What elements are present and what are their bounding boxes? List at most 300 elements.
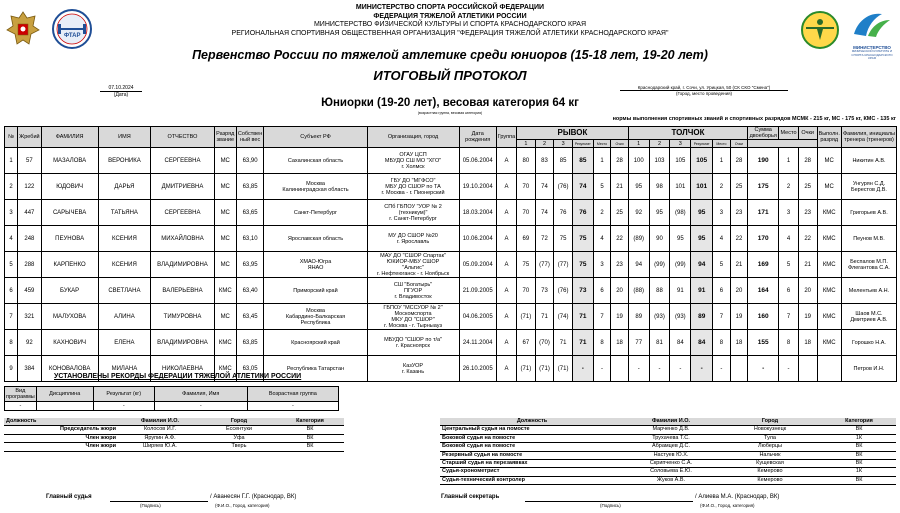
coach-cell: Никитин А.В. <box>841 148 896 174</box>
judge-position: Член жюри <box>4 434 118 442</box>
col-tplace: Место <box>779 127 799 140</box>
snatch-attempt-1: 75 <box>517 252 536 278</box>
judge-category: ВК <box>822 460 896 468</box>
group-cell: А <box>496 304 516 330</box>
patronymic-cell: СЕРГЕЕВНА <box>151 148 215 174</box>
judge-name: Абрамцев Д.С. <box>624 443 718 451</box>
rank-cell: КМС <box>214 278 236 304</box>
rank-achieved-cell: КМС <box>817 252 841 278</box>
col-rank-done: Выполн. разряд <box>817 127 841 148</box>
snatch-attempt-2: 74 <box>535 200 554 226</box>
total-points: 25 <box>798 174 817 200</box>
bodyweight-cell: 63,40 <box>236 278 264 304</box>
ftar-label: ФТАР <box>64 33 81 39</box>
judge-city: Тверь <box>202 443 276 451</box>
cj-attempt-3: 95 <box>670 226 691 252</box>
snatch-attempt-1: (71) <box>517 304 536 330</box>
total-points: 21 <box>798 252 817 278</box>
cj-attempt-2: - <box>649 356 670 382</box>
organization-cell: МАУ ДО "СШОР Спартак" ЮКИОР-МБУ СШОР "Альтис" г. Нефтеюганск - г. Ноябрьск <box>367 252 459 278</box>
rec-col-age: Возрастная группа <box>247 387 338 402</box>
snatch-place: - <box>593 356 611 382</box>
dob-cell: 10.06.2004 <box>459 226 496 252</box>
judge-position: Боковой судья на помосте <box>440 443 624 451</box>
athlete-number: 6 <box>5 278 18 304</box>
rank-cell: КМС <box>214 356 236 382</box>
cj-attempt-2: 98 <box>649 174 670 200</box>
total-cell: 190 <box>748 148 779 174</box>
snatch-result: 71 <box>572 330 593 356</box>
name-cell: СВЕТЛАНА <box>98 278 151 304</box>
judge-position: Боковой судья на помосте <box>440 434 624 442</box>
col-c3: 3 <box>670 140 691 148</box>
snatch-attempt-2: 71 <box>535 304 554 330</box>
cj-attempt-1: 92 <box>628 200 649 226</box>
total-place: - <box>779 356 799 382</box>
col-patronymic: ОТЧЕСТВО <box>151 127 215 148</box>
col-splace: Место <box>593 140 611 148</box>
chief-judge-sign-line <box>110 501 208 502</box>
col-sresult: Результат <box>572 140 593 148</box>
col-spoints: Очки <box>611 140 629 148</box>
snatch-result: 75 <box>572 252 593 278</box>
cj-attempt-3: 105 <box>670 148 691 174</box>
cj-attempt-1: 100 <box>628 148 649 174</box>
patronymic-cell: ВАЛЕРЬЕВНА <box>151 278 215 304</box>
col-cresult: Результат <box>691 140 713 148</box>
rank-cell: МС <box>214 226 236 252</box>
region-cell: Москва Кабардино-Балкарская Республика <box>264 304 367 330</box>
group-cell: А <box>496 174 516 200</box>
table-row <box>5 148 897 174</box>
patronymic-cell: ДМИТРИЕВНА <box>151 174 215 200</box>
judge-name: Марченко Д.В. <box>624 426 718 434</box>
snatch-points: 25 <box>611 200 629 226</box>
cj-points: 18 <box>730 330 748 356</box>
rank-achieved-cell <box>817 356 841 382</box>
chief-secretary-sign-line <box>525 501 693 502</box>
cj-attempt-1: 95 <box>628 174 649 200</box>
coach-cell: Горошко Н.А. <box>841 330 896 356</box>
jury-row <box>440 468 896 476</box>
bodyweight-cell: 63,95 <box>236 252 264 278</box>
lot-cell: 92 <box>18 330 41 356</box>
col-s3: 3 <box>554 140 573 148</box>
rec-cell: - <box>154 402 247 411</box>
rank-cell: МС <box>214 304 236 330</box>
col-c1: 1 <box>628 140 649 148</box>
organization-cell: МУ ДО СШОР №20 г. Ярославль <box>367 226 459 252</box>
snatch-result: 74 <box>572 174 593 200</box>
rank-achieved-cell: КМС <box>817 278 841 304</box>
rec-cell: - <box>93 402 154 411</box>
protocol-title: ИТОГОВЫЙ ПРОТОКОЛ <box>373 68 527 83</box>
jury-row <box>440 476 896 484</box>
cj-place: 3 <box>713 200 731 226</box>
region-cell: ХМАО-Югра ЯНАО <box>264 252 367 278</box>
judge-position: Судья-хронометрист <box>440 468 624 476</box>
snatch-attempt-2: 74 <box>535 174 554 200</box>
norms-line: нормы выполнения спортивных званий и спортивных разрядов МСМК - 215 кг, МС - 175 кг, КМС - 135 кг <box>612 116 896 122</box>
jury-col-name: Фамилия И.О. <box>118 418 202 426</box>
patronymic-cell: ВЛАДИМИРОВНА <box>151 330 215 356</box>
total-place: 7 <box>779 304 799 330</box>
judge-position: Член жюри <box>4 443 118 451</box>
snatch-result: 71 <box>572 304 593 330</box>
cj-place: 5 <box>713 252 731 278</box>
coach-cell: Григорьев А.В. <box>841 200 896 226</box>
judge-name: Жуков А.В. <box>624 476 718 484</box>
cj-attempt-1: 77 <box>628 330 649 356</box>
jury-table <box>4 418 344 452</box>
judge-position: Судья-технический контролер <box>440 476 624 484</box>
coach-cell: Шаов М.С. Дмитриев А.В. <box>841 304 896 330</box>
athlete-number: 5 <box>5 252 18 278</box>
cj-attempt-1: 94 <box>628 252 649 278</box>
cj-place: 4 <box>713 226 731 252</box>
snatch-points: 28 <box>611 148 629 174</box>
cj-attempt-1: (88) <box>628 278 649 304</box>
total-place: 5 <box>779 252 799 278</box>
patronymic-cell: ВЛАДИМИРОВНА <box>151 252 215 278</box>
lot-cell: 459 <box>18 278 41 304</box>
snatch-place: 2 <box>593 200 611 226</box>
cj-points: 25 <box>730 174 748 200</box>
rank-achieved-cell: КМС <box>817 330 841 356</box>
rec-col-type: Вид программы <box>6 388 35 400</box>
cj-attempt-2: 95 <box>649 200 670 226</box>
name-cell: ТАТЬЯНА <box>98 200 151 226</box>
name-cell: КСЕНИЯ <box>98 252 151 278</box>
group-cell: А <box>496 226 516 252</box>
total-points: 19 <box>798 304 817 330</box>
judges-col-category: Категория <box>822 418 896 426</box>
rank-cell: КМС <box>214 330 236 356</box>
snatch-attempt-2: (70) <box>535 330 554 356</box>
dob-cell: 05.06.2004 <box>459 148 496 174</box>
snatch-place: 8 <box>593 330 611 356</box>
col-snatch: РЫВОК <box>517 127 629 140</box>
region-cell: Санкт-Петербург <box>264 200 367 226</box>
organization-cell: ГБУ ДО "МГФСО" МБУ ДО СШОР по ТА г. Москва - г. Пионерский <box>367 174 459 200</box>
jury-col-position: Должность <box>4 418 118 426</box>
judge-category: 1К <box>822 434 896 442</box>
cj-place: - <box>713 356 731 382</box>
cj-attempt-3: 84 <box>670 330 691 356</box>
total-place: 1 <box>779 148 799 174</box>
rec-col-result: Результат (кг) <box>93 387 154 402</box>
snatch-place: 3 <box>593 252 611 278</box>
ministry-logo-sublabel: ФИЗИЧЕСКОЙ КУЛЬТУРЫ И СПОРТА КРАСНОДАРСКОГО КРАЯ <box>851 49 893 60</box>
group-cell: А <box>496 148 516 174</box>
table-row <box>5 226 897 252</box>
total-place: 2 <box>779 174 799 200</box>
jury-row <box>4 426 344 434</box>
judges-table <box>440 418 896 485</box>
total-place: 8 <box>779 330 799 356</box>
rank-achieved-cell: КМС <box>817 226 841 252</box>
cj-place: 8 <box>713 330 731 356</box>
group-cell: А <box>496 356 516 382</box>
rank-cell: МС <box>214 252 236 278</box>
snatch-result: - <box>572 356 593 382</box>
judge-category: ВК <box>276 434 344 442</box>
lot-cell: 122 <box>18 174 41 200</box>
chief-judge-label: Главный судья <box>46 494 92 500</box>
rec-cell: - <box>247 402 338 411</box>
region-cell: Ярославская область <box>264 226 367 252</box>
patronymic-cell: НИКОЛАЕВНА <box>151 356 215 382</box>
snatch-place: 1 <box>593 148 611 174</box>
coach-cell: Мелентьев А.Н. <box>841 278 896 304</box>
lot-cell: 321 <box>18 304 41 330</box>
snatch-attempt-1: 80 <box>517 148 536 174</box>
col-cplace: Место <box>713 140 731 148</box>
snatch-result: 76 <box>572 200 593 226</box>
championship-title: Первенство России по тяжелой атлетике среди юниоров (15-18 лет, 19-20 лет) <box>192 48 708 62</box>
dob-cell: 05.09.2004 <box>459 252 496 278</box>
snatch-attempt-2: 73 <box>535 278 554 304</box>
total-cell: 170 <box>748 226 779 252</box>
surname-cell: КАРПЕНКО <box>41 252 98 278</box>
dob-cell: 24.11.2004 <box>459 330 496 356</box>
group-cell: А <box>496 278 516 304</box>
cj-place: 2 <box>713 174 731 200</box>
snatch-attempt-1: 70 <box>517 278 536 304</box>
judge-name: Настуев Ю.Х. <box>624 451 718 459</box>
judge-category: ВК <box>276 426 344 434</box>
rec-cell: - <box>5 402 37 411</box>
table-row <box>5 304 897 330</box>
judge-name: Ширяев Ю.А. <box>118 443 202 451</box>
snatch-points: 21 <box>611 174 629 200</box>
rec-cell <box>36 402 93 411</box>
total-points: 20 <box>798 278 817 304</box>
lot-cell: 57 <box>18 148 41 174</box>
surname-cell: БУКАР <box>41 278 98 304</box>
judges-col-position: Должность <box>440 418 624 426</box>
snatch-attempt-1: (71) <box>517 356 536 382</box>
table-row <box>5 278 897 304</box>
organization-cell: ГБПОУ "МССУОР № 2" Москомспорта МКУ ДО "СШОР" г. Москва - г. Тырныауз <box>367 304 459 330</box>
table-row <box>5 330 897 356</box>
dob-cell: 04.06.2005 <box>459 304 496 330</box>
judge-category: ВК <box>276 443 344 451</box>
judge-city: Люберцы <box>718 443 822 451</box>
judge-name: Колосов И.Г. <box>118 426 202 434</box>
bodyweight-cell: 63,90 <box>236 148 264 174</box>
judge-city: Новокузнецк <box>718 426 822 434</box>
surname-cell: ПЕУНОВА <box>41 226 98 252</box>
jury-row <box>440 460 896 468</box>
rank-achieved-cell: КМС <box>817 200 841 226</box>
organization-cell: ОГАУ ЦСП МБУДО СШ МО "ХГО" г. Холмск <box>367 148 459 174</box>
surname-cell: МАЗАЛОВА <box>41 148 98 174</box>
cj-place: 6 <box>713 278 731 304</box>
cj-points: 28 <box>730 148 748 174</box>
records-table <box>4 386 339 411</box>
judge-city: Кемерово <box>718 476 822 484</box>
judge-category: ВК <box>822 426 896 434</box>
athlete-number: 4 <box>5 226 18 252</box>
snatch-attempt-1: 70 <box>517 174 536 200</box>
category-label: (возрастная группа, весовая категория) <box>417 111 483 115</box>
name-cell: ВЕРОНИКА <box>98 148 151 174</box>
patronymic-cell: ТИМУРОВНА <box>151 304 215 330</box>
cj-attempt-3: (98) <box>670 200 691 226</box>
col-region: Субъект РФ <box>264 127 367 148</box>
col-surname: ФАМИЛИЯ <box>41 127 98 148</box>
snatch-attempt-3: (76) <box>554 174 573 200</box>
patronymic-cell: СЕРГЕЕВНА <box>151 200 215 226</box>
judge-category: ВК <box>822 443 896 451</box>
date-label: (Дата) <box>100 91 142 98</box>
bodyweight-cell: 63,45 <box>236 304 264 330</box>
chief-secretary-name: / Алиева М.А. (Краснодар, ВК) <box>695 494 780 500</box>
cj-result: 101 <box>691 174 713 200</box>
name-cell: ДАРЬЯ <box>98 174 151 200</box>
place-block <box>620 85 788 96</box>
lot-cell: 248 <box>18 226 41 252</box>
col-lot: Жребий <box>18 127 41 148</box>
total-points: 23 <box>798 200 817 226</box>
cj-attempt-2: (93) <box>649 304 670 330</box>
col-c2: 2 <box>649 140 670 148</box>
athlete-number: 7 <box>5 304 18 330</box>
organization-cell: МБУДО "СШОР по т/а" г. Красноярск <box>367 330 459 356</box>
header-block <box>0 4 900 38</box>
region-cell: Приморский край <box>264 278 367 304</box>
judge-category: ВК <box>822 451 896 459</box>
judge-city: Нальчик <box>718 451 822 459</box>
cj-points: 21 <box>730 252 748 278</box>
chief-secretary-fio-caption: (Ф.И.О., Город, категория) <box>700 503 755 508</box>
total-cell: 164 <box>748 278 779 304</box>
rank-achieved-cell: МС <box>817 174 841 200</box>
rank-cell: МС <box>214 148 236 174</box>
cj-attempt-2: 81 <box>649 330 670 356</box>
header-line3: МИНИСТЕРСТВО ФИЗИЧЕСКОЙ КУЛЬТУРЫ И СПОРТА КРАСНОДАРСКОГО КРАЯ <box>313 21 587 28</box>
athlete-number: 1 <box>5 148 18 174</box>
rank-achieved-cell: МС <box>817 148 841 174</box>
cj-place: 1 <box>713 148 731 174</box>
col-name: ИМЯ <box>98 127 151 148</box>
table-row <box>5 174 897 200</box>
judge-city: Уфа <box>202 434 276 442</box>
col-tpoints: Очки <box>798 127 817 140</box>
jury-col-category: Категория <box>276 418 344 426</box>
cj-result: 84 <box>691 330 713 356</box>
snatch-attempt-3: 76 <box>554 200 573 226</box>
surname-cell: САРЫЧЕВА <box>41 200 98 226</box>
group-cell: А <box>496 330 516 356</box>
lot-cell: 288 <box>18 252 41 278</box>
snatch-attempt-3: (71) <box>554 356 573 382</box>
judges-col-city: Город <box>718 418 822 426</box>
coach-cell: Петров И.Н. <box>841 356 896 382</box>
col-s1: 1 <box>517 140 536 148</box>
total-points <box>798 356 817 382</box>
cj-attempt-1: (89) <box>628 226 649 252</box>
col-bw: Собствен ный вес <box>236 127 264 148</box>
cj-attempt-1: - <box>628 356 649 382</box>
bodyweight-cell: 63,65 <box>236 200 264 226</box>
chief-judge-name: / Аванесян Г.Г. (Краснодар, ВК) <box>210 494 297 500</box>
judge-city: Ессентуки <box>202 426 276 434</box>
cj-attempt-2: 103 <box>649 148 670 174</box>
cj-attempt-3: - <box>670 356 691 382</box>
judge-position: Старший судья на перезаявках <box>440 460 624 468</box>
group-cell: А <box>496 252 516 278</box>
snatch-attempt-2: (71) <box>535 356 554 382</box>
athlete-number: 2 <box>5 174 18 200</box>
jury-row <box>440 434 896 442</box>
total-place: 3 <box>779 200 799 226</box>
cj-result: 94 <box>691 252 713 278</box>
jury-row <box>440 426 896 434</box>
col-group: Группа <box>496 127 516 148</box>
bodyweight-cell: 63,85 <box>236 330 264 356</box>
cj-attempt-3: (93) <box>670 304 691 330</box>
col-rank: Разряд звание <box>214 127 236 148</box>
ministry-logo-label: МИНИСТЕРСТВО <box>853 45 891 50</box>
snatch-result: 85 <box>572 148 593 174</box>
cj-points: 19 <box>730 304 748 330</box>
judge-name: Соловьева Е.Ю. <box>624 468 718 476</box>
cj-points: 23 <box>730 200 748 226</box>
snatch-place: 4 <box>593 226 611 252</box>
total-points: 28 <box>798 148 817 174</box>
lot-cell: 384 <box>18 356 41 382</box>
snatch-result: 73 <box>572 278 593 304</box>
cj-result: 105 <box>691 148 713 174</box>
col-s2: 2 <box>535 140 554 148</box>
lot-cell: 447 <box>18 200 41 226</box>
rank-cell: МС <box>214 200 236 226</box>
judge-category: ВК <box>822 476 896 484</box>
snatch-attempt-3: 71 <box>554 330 573 356</box>
snatch-attempt-3: (76) <box>554 278 573 304</box>
rec-col-name: Фамилия, Имя <box>154 387 247 402</box>
judges-col-name: Фамилия И.О. <box>624 418 718 426</box>
bodyweight-cell: 63,05 <box>236 356 264 382</box>
region-cell: Республика Татарстан <box>264 356 367 382</box>
cj-points: 22 <box>730 226 748 252</box>
name-cell: ЕЛЕНА <box>98 330 151 356</box>
total-cell: 155 <box>748 330 779 356</box>
name-cell: АЛИНА <box>98 304 151 330</box>
snatch-attempt-2: 72 <box>535 226 554 252</box>
organization-cell: КазУОР г. Казань <box>367 356 459 382</box>
total-points: 22 <box>798 226 817 252</box>
total-cell: 169 <box>748 252 779 278</box>
total-cell: 160 <box>748 304 779 330</box>
cj-attempt-2: 88 <box>649 278 670 304</box>
name-cell: МИЛАНА <box>98 356 151 382</box>
athlete-number: 9 <box>5 356 18 382</box>
region-cell: Красноярский край <box>264 330 367 356</box>
athlete-number: 3 <box>5 200 18 226</box>
bodyweight-cell: 63,85 <box>236 174 264 200</box>
col-total-spacer <box>748 140 817 148</box>
col-dob: Дата рождения <box>459 127 496 148</box>
total-points: 18 <box>798 330 817 356</box>
place-value: Краснодарский край, г. Сочи, ул. Урицкая, 50 (СК СКО "Смена") <box>637 85 771 90</box>
snatch-points: 18 <box>611 330 629 356</box>
total-cell: 175 <box>748 174 779 200</box>
chief-secretary-sign-caption: (Подпись) <box>600 503 621 508</box>
snatch-points: 23 <box>611 252 629 278</box>
